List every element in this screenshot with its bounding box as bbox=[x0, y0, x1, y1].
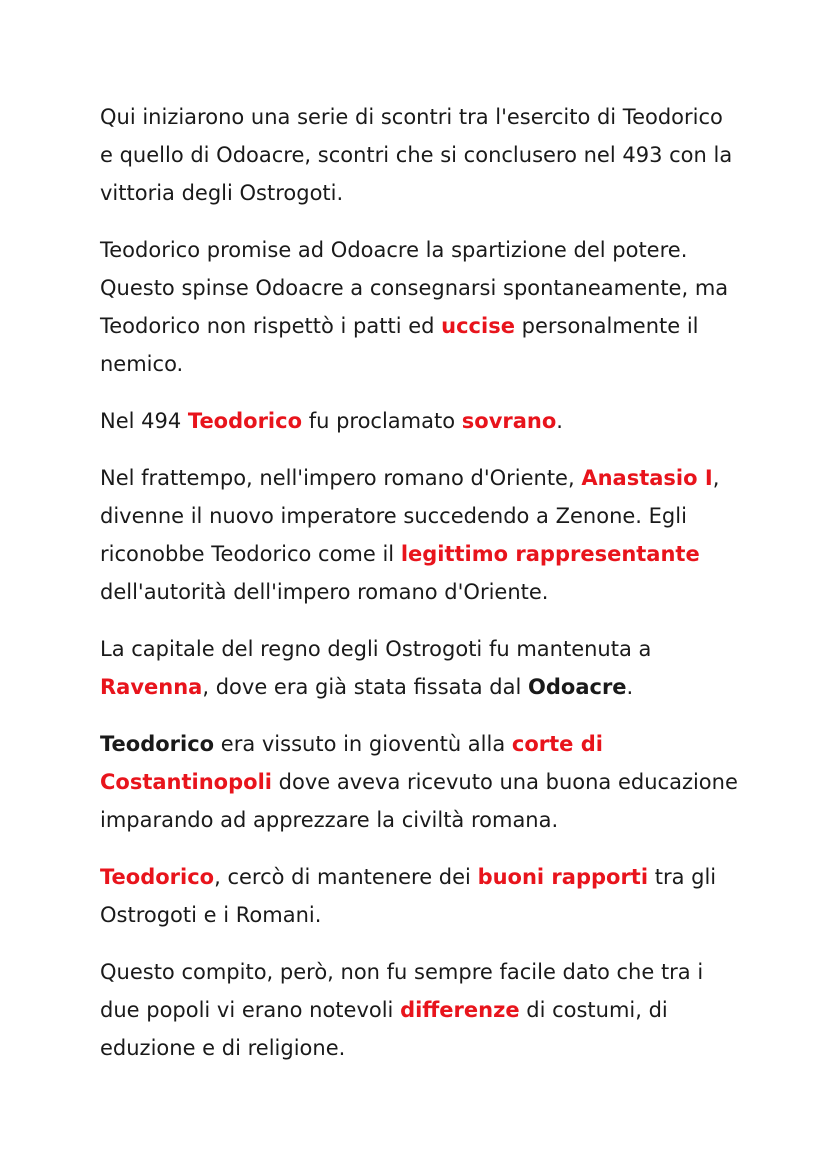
text-segment: . bbox=[556, 409, 563, 433]
highlight-term: differenze bbox=[400, 998, 520, 1022]
highlight-term: legittimo rappresentante bbox=[400, 542, 700, 566]
text-segment: era vissuto in gioventù alla bbox=[214, 732, 512, 756]
paragraph-7 bbox=[100, 858, 740, 934]
text-segment: dove aveva ricevuto una buona educazione imparando ad apprezzare la civiltà romana. bbox=[100, 770, 738, 832]
bold-term: Odoacre bbox=[528, 675, 627, 699]
highlight-term: sovrano bbox=[461, 409, 557, 433]
highlight-term: corte di Costantinopoli bbox=[100, 732, 603, 794]
paragraph-8 bbox=[100, 953, 740, 1067]
paragraph-5 bbox=[100, 630, 740, 706]
document-page bbox=[100, 98, 740, 1086]
text-segment: Nel frattempo, nell'impero romano d'Oriente, bbox=[100, 466, 582, 490]
text-segment: . bbox=[626, 675, 634, 699]
paragraph-6 bbox=[100, 725, 740, 839]
text-segment: Teodorico promise ad Odoacre la spartizione del potere. Questo spinse Odoacre a consegnarsi spontaneamente, ma Teodorico non rispettò i patti ed bbox=[100, 238, 729, 338]
highlight-term: Ravenna bbox=[100, 675, 203, 699]
highlight-term: uccise bbox=[441, 314, 515, 338]
paragraph-3 bbox=[100, 402, 740, 440]
text-segment: personalmente il nemico. bbox=[100, 314, 699, 376]
paragraph-2 bbox=[100, 231, 740, 383]
paragraph-1 bbox=[100, 98, 740, 212]
text-segment: tra gli Ostrogoti e i Romani. bbox=[100, 865, 717, 927]
text-segment: fu proclamato bbox=[302, 409, 462, 433]
text-segment: dell'autorità dell'impero romano d'Oriente. bbox=[100, 580, 549, 604]
bold-term: Teodorico bbox=[100, 732, 215, 756]
text-segment: La capitale del regno degli Ostrogoti fu mantenuta a bbox=[100, 637, 652, 661]
paragraph-4 bbox=[100, 459, 740, 611]
highlight-term: Teodorico bbox=[187, 409, 303, 433]
text-segment: Qui iniziarono una serie di scontri tra l'esercito di Teodorico e quello di Odoacre, scontri che si conclusero nel 493 con la vittoria degli Ostrogoti. bbox=[100, 105, 733, 205]
text-segment: Nel 494 bbox=[100, 409, 188, 433]
highlight-term: Anastasio I bbox=[581, 466, 713, 490]
text-segment: , cercò di mantenere dei bbox=[214, 865, 478, 889]
highlight-term: Teodorico bbox=[100, 865, 215, 889]
text-segment: , divenne il nuovo imperatore succedendo a Zenone. Egli riconobbe Teodorico come il bbox=[100, 466, 720, 566]
text-segment: , dove era già stata fissata dal bbox=[202, 675, 529, 699]
text-segment: Questo compito, però, non fu sempre facile dato che tra i due popoli vi erano notevoli bbox=[100, 960, 704, 1022]
text-segment: di costumi, di eduzione e di religione. bbox=[100, 998, 668, 1060]
highlight-term: buoni rapporti bbox=[477, 865, 649, 889]
